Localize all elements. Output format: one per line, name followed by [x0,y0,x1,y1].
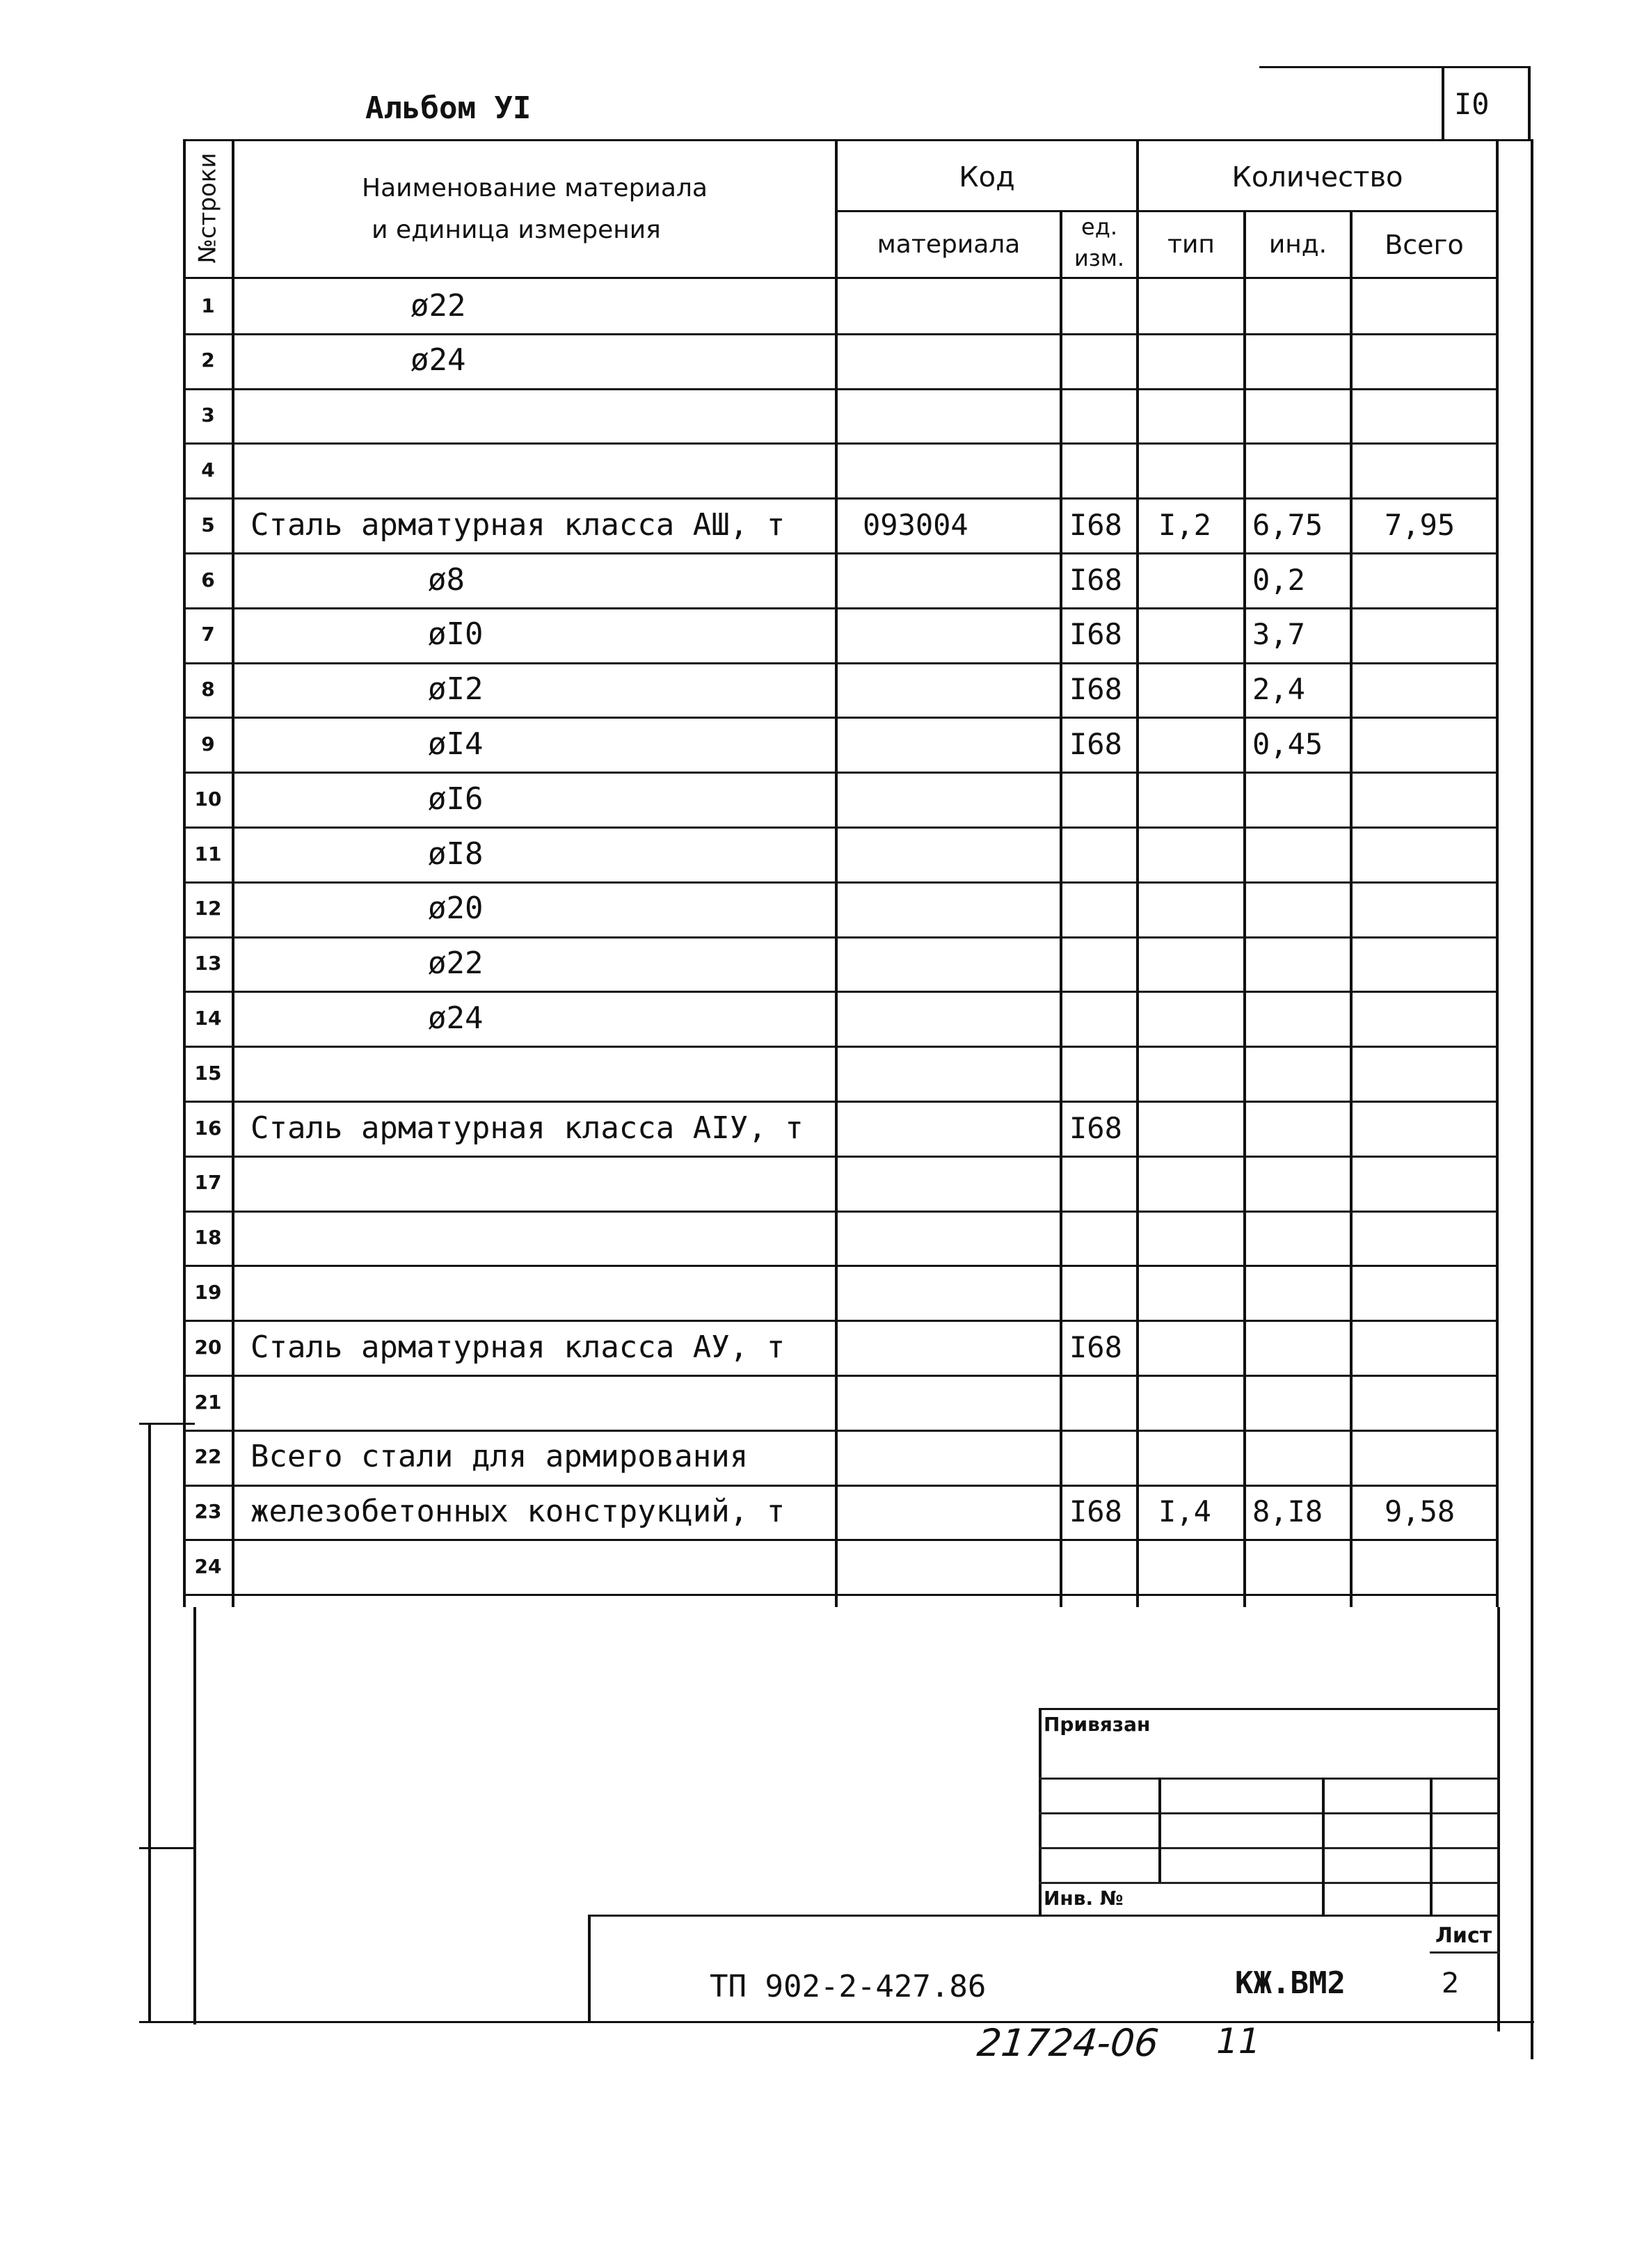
material-code: 093004 [863,507,968,542]
row-number: 24 [194,1554,222,1578]
row-number: 15 [194,1061,222,1085]
row-number: 23 [194,1500,222,1524]
row-number: 10 [194,787,222,810]
material-name: железобетонных конструкций, т [250,1494,785,1530]
material-name: øI8 [428,836,484,872]
unit-code: I68 [1069,617,1122,652]
row-number: 16 [194,1116,222,1140]
material-name: ø8 [428,561,465,598]
header-name-line1: Наименование материала [362,173,708,202]
material-name: ø24 [428,1000,484,1036]
qty-ind: 0,45 [1252,726,1323,761]
material-name: ø20 [428,891,484,927]
row-number: 2 [201,349,215,372]
material-name: ø22 [428,945,484,982]
row-number: 6 [201,568,215,591]
bound-label: Привязан [1044,1713,1151,1736]
header-row-number: №строки [193,152,222,264]
row-number: 18 [194,1226,222,1249]
material-name: Сталь арматурная класса АШ, т [250,506,785,543]
unit-code: I68 [1069,1329,1122,1364]
document-number: ТП 902-2-427.86 [710,1969,987,2004]
header-code-material: материала [877,230,1021,259]
row-number: 21 [194,1390,222,1414]
qty-total: 7,95 [1385,507,1455,542]
qty-ind: 0,2 [1252,562,1305,597]
row-number: 4 [201,458,215,481]
material-name: øI6 [428,781,484,817]
qty-ind: 8,I8 [1252,1494,1323,1529]
inv-label: Инв. № [1044,1887,1124,1910]
qty-type: I,4 [1158,1494,1211,1529]
header-type: тип [1167,230,1215,259]
header-quantity: Количество [1231,161,1403,193]
header-ind: инд. [1268,230,1327,259]
material-name: Всего стали для армирования [250,1439,749,1475]
row-number: 1 [201,294,215,317]
qty-ind: 2,4 [1252,672,1305,707]
row-number: 19 [194,1280,222,1304]
row-number: 17 [194,1171,222,1195]
row-number: 9 [201,732,215,756]
unit-code: I68 [1069,1110,1122,1145]
qty-ind: 3,7 [1252,617,1305,652]
qty-type: I,2 [1158,507,1211,542]
unit-code: I68 [1069,726,1122,761]
unit-code: I68 [1069,672,1122,707]
document-code: КЖ.ВМ2 [1235,1965,1346,2001]
sheet-number: 2 [1442,1967,1460,1999]
row-number: 11 [194,842,222,865]
header-unit-line1: ед. [1081,214,1117,240]
unit-code: I68 [1069,562,1122,597]
material-name: ø22 [410,287,466,324]
qty-ind: 6,75 [1252,507,1323,542]
row-number: 5 [201,513,215,536]
header-name-line2: и единица измерения [372,215,661,244]
archive-page: 11 [1216,2021,1261,2061]
row-number: 3 [201,404,215,427]
sheet-label: Лист [1435,1924,1492,1948]
row-number: 8 [201,678,215,701]
row-number: 20 [194,1335,222,1359]
header-total: Всего [1385,229,1464,260]
row-number: 7 [201,623,215,646]
material-name: Сталь арматурная класса АУ, т [250,1329,785,1365]
unit-code: I68 [1069,507,1122,542]
material-name: Сталь арматурная класса АIУ, т [250,1110,804,1146]
archive-number: 21724-06 [975,2021,1161,2065]
material-name: øI0 [428,616,484,653]
row-number: 12 [194,897,222,920]
material-name: ø24 [410,342,466,378]
material-name: øI2 [428,671,484,708]
album-title: Альбом УI [365,90,532,126]
header-unit-line2: изм. [1074,245,1125,271]
header-code: Код [959,161,1015,193]
row-number: 14 [194,1006,222,1030]
row-number: 22 [194,1445,222,1469]
sheet-corner-number: I0 [1454,87,1490,121]
unit-code: I68 [1069,1494,1122,1529]
qty-total: 9,58 [1385,1494,1455,1529]
material-name: øI4 [428,726,484,762]
row-number: 13 [194,952,222,975]
